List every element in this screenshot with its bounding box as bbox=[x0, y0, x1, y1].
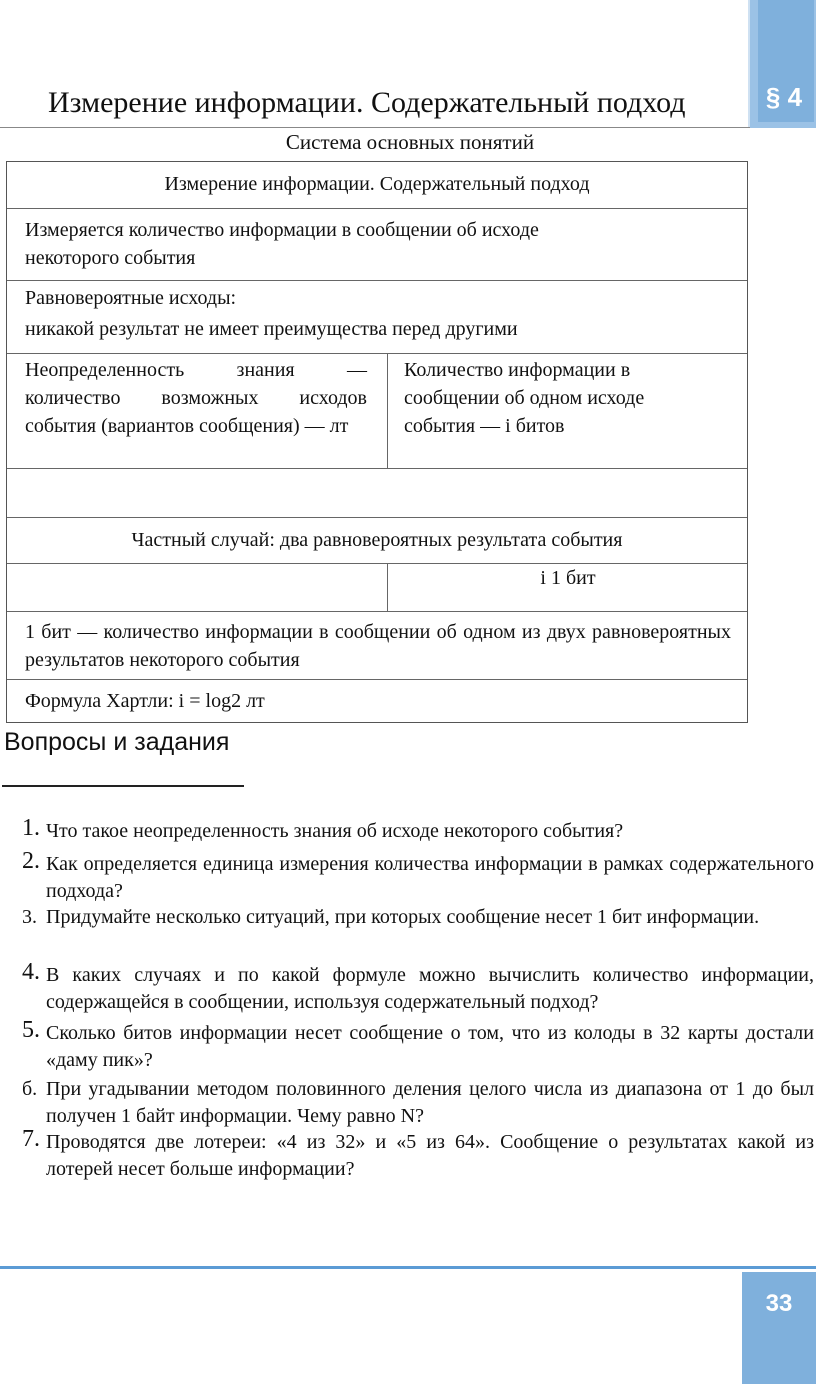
question-item bbox=[22, 1076, 814, 1130]
table-caption: Система основных понятий bbox=[285, 130, 535, 154]
question-number: 3. bbox=[22, 906, 37, 928]
table-divider bbox=[387, 353, 388, 468]
table-divider bbox=[7, 353, 747, 354]
page-number-box bbox=[742, 1272, 816, 1384]
question-number: 4. bbox=[22, 959, 40, 985]
table-cell-uncertainty: Неопределенность знания — количество возможных исходов события (вариантов сообщения) — лт bbox=[25, 359, 367, 437]
questions-heading: Вопросы и задания bbox=[4, 728, 230, 756]
table-row-measure: Измеряется количество информации в сообщении об исходе некоторого события bbox=[25, 219, 539, 269]
table-special-case: Частный случай: два равновероятных результата события bbox=[131, 529, 623, 551]
question-text: Что такое неопределенность знания об исходе некоторого события? bbox=[46, 820, 624, 842]
question-text: Как определяется единица измерения количества информации в рамках содержательного подхода? bbox=[46, 853, 814, 902]
footer-rule bbox=[0, 1266, 816, 1269]
table-divider bbox=[7, 468, 747, 469]
question-item bbox=[22, 959, 814, 1016]
table-heading: Измерение информации. Содержательный подход bbox=[164, 173, 590, 195]
question-item bbox=[22, 1126, 814, 1183]
questions-underline bbox=[2, 785, 244, 787]
table-divider bbox=[7, 611, 747, 612]
question-item bbox=[22, 848, 814, 905]
question-item bbox=[22, 904, 814, 931]
page-title: Измерение информации. Содержательный подход bbox=[48, 86, 686, 119]
table-divider bbox=[7, 208, 747, 209]
concept-table bbox=[6, 161, 748, 723]
section-mark: § 4 bbox=[765, 82, 803, 112]
table-row-equiprobable-label: Равновероятные исходы: bbox=[25, 287, 237, 309]
question-text: При угадывании методом половинного деления целого числа из диапазона от 1 до был получен 1 байт информации. Чему равно N? bbox=[46, 1078, 814, 1127]
question-number: 1. bbox=[22, 815, 40, 841]
table-divider bbox=[7, 517, 747, 518]
table-cell-info-amount: Количество информации в сообщении об одном исходе события — i битов bbox=[404, 359, 645, 437]
question-number: 5. bbox=[22, 1017, 40, 1043]
table-row-equiprobable-desc: никакой результат не имеет преимущества перед другими bbox=[25, 318, 518, 340]
question-item bbox=[22, 815, 814, 845]
table-cell-one-bit: i 1 бит bbox=[540, 567, 596, 589]
table-divider bbox=[7, 679, 747, 680]
question-text: В каких случаях и по какой формуле можно вычислить количество информации, содержащейся в сообщении, используя содержательный подход? bbox=[46, 964, 814, 1013]
question-number: 2. bbox=[22, 848, 40, 874]
question-text: Проводятся две лотереи: «4 из 32» и «5 из 64». Сообщение о результатах какой из лотерей несет больше информации? bbox=[46, 1131, 814, 1180]
question-text: Сколько битов информации несет сообщение о том, что из колоды в 32 карты достали «даму пик»? bbox=[46, 1022, 814, 1071]
title-divider bbox=[0, 127, 750, 128]
question-item bbox=[22, 1017, 814, 1074]
question-number: 7. bbox=[22, 1126, 40, 1152]
page-number: 33 bbox=[765, 1290, 793, 1317]
question-text: Придумайте несколько ситуаций, при которых сообщение несет 1 бит информации. bbox=[46, 906, 760, 928]
table-formula: Формула Хартли: i = log2 лт bbox=[25, 690, 265, 712]
question-number: б. bbox=[22, 1078, 38, 1100]
table-divider bbox=[7, 280, 747, 281]
table-bit-definition: 1 бит — количество информации в сообщении об одном из двух равновероятных результатов некоторого события bbox=[25, 621, 731, 671]
